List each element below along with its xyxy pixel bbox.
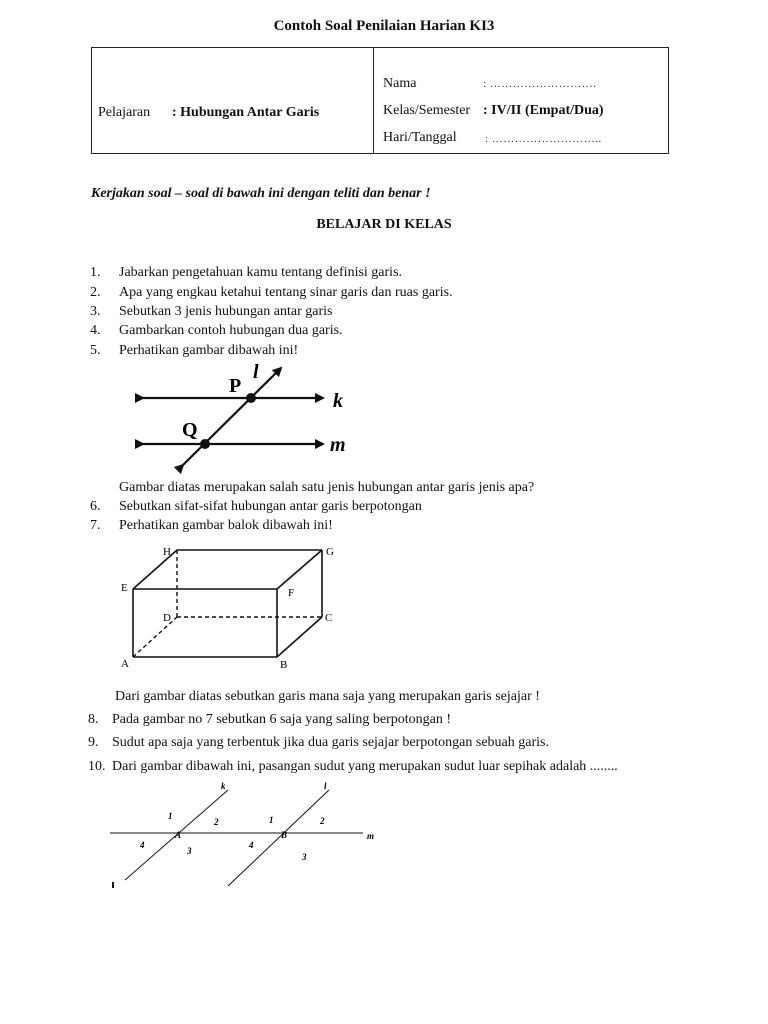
question-number: 5. [90, 343, 101, 358]
question-number: 8. [88, 712, 99, 727]
nama-value: : ………………………. [483, 78, 597, 90]
vertex-h-label: H [163, 546, 171, 558]
line-m-label: m [367, 831, 375, 841]
question-number: 6. [90, 499, 101, 514]
vertex-d-label: D [163, 612, 171, 624]
hari-label: Hari/Tanggal [383, 130, 457, 145]
line-l-label: l [324, 781, 327, 791]
line-k-label: k [221, 781, 226, 791]
question-text: Sebutkan sifat-sifat hubungan antar garis berpotongan [119, 499, 422, 514]
question-text: Sudut apa saja yang terbentuk jika dua garis sejajar berpotongan sebuah garis. [112, 735, 549, 750]
vertex-f-label: F [288, 587, 295, 599]
angle-b4-label: 4 [249, 840, 254, 850]
question-number: 9. [88, 735, 99, 750]
angle-a4-label: 4 [140, 840, 145, 850]
vertex-g-label: G [326, 546, 334, 558]
pelajaran-label: Pelajaran [98, 105, 151, 120]
vertex-c-label: C [325, 612, 333, 624]
point-a-label: A [175, 830, 182, 840]
vertex-b-label: B [280, 659, 288, 671]
pelajaran-value: : Hubungan Antar Garis [172, 105, 320, 120]
point-p-dot [246, 393, 256, 403]
question-text: Gambar diatas merupakan salah satu jenis hubungan antar garis jenis apa? [119, 480, 535, 495]
hari-value: : ……………………….. [485, 133, 602, 145]
question-number: 3. [90, 304, 101, 319]
point-p-label: P [229, 375, 242, 397]
line-k-label: k [333, 390, 343, 412]
line-m-label: m [330, 434, 346, 456]
point-q-dot [200, 439, 210, 449]
question-number: 7. [90, 518, 101, 533]
vertex-a-label: A [121, 658, 129, 670]
section-title: BELAJAR DI KELAS [316, 217, 452, 232]
question-text: Dari gambar dibawah ini, pasangan sudut yang merupakan sudut luar sepihak adalah ........ [112, 759, 618, 774]
header-divider [373, 47, 374, 154]
angle-a3-label: 3 [187, 846, 192, 856]
question-text: Apa yang engkau ketahui tentang sinar garis dan ruas garis. [119, 285, 453, 300]
kelas-label: Kelas/Semester [383, 103, 471, 118]
question-text: Perhatikan gambar dibawah ini! [119, 343, 299, 358]
question-text: Pada gambar no 7 sebutkan 6 saja yang saling berpotongan ! [112, 712, 452, 727]
vertex-e-label: E [121, 582, 128, 594]
line-l [228, 790, 329, 886]
question-text: Perhatikan gambar balok dibawah ini! [119, 518, 333, 533]
angle-b3-label: 3 [302, 852, 307, 862]
question-text: Sebutkan 3 jenis hubungan antar garis [119, 304, 333, 319]
angle-b2-label: 2 [320, 816, 325, 826]
question-number: 10. [88, 759, 106, 774]
question-number: 4. [90, 323, 101, 338]
page-title: Contoh Soal Penilaian Harian KI3 [273, 18, 495, 34]
angle-b1-label: 1 [269, 815, 274, 825]
point-q-label: Q [182, 419, 198, 441]
question-number: 2. [90, 285, 101, 300]
question-number: 1. [90, 265, 101, 280]
figure-intersecting-lines [125, 360, 365, 475]
question-text: Jabarkan pengetahuan kamu tentang definisi garis. [119, 265, 403, 280]
nama-label: Nama [383, 76, 417, 91]
line-l-label: l [253, 361, 259, 383]
figure-cuboid [115, 540, 345, 672]
figure-angles [105, 780, 395, 892]
question-text: Gambarkan contoh hubungan dua garis. [119, 323, 343, 338]
instruction-text: Kerjakan soal – soal di bawah ini dengan teliti dan benar ! [91, 186, 431, 201]
angle-a2-label: 2 [214, 817, 219, 827]
angle-a1-label: 1 [168, 811, 173, 821]
point-b-label: B [281, 830, 288, 840]
question-text: Dari gambar diatas sebutkan garis mana saja yang merupakan garis sejajar ! [115, 689, 540, 704]
kelas-value: : IV/II (Empat/Dua) [483, 103, 604, 118]
